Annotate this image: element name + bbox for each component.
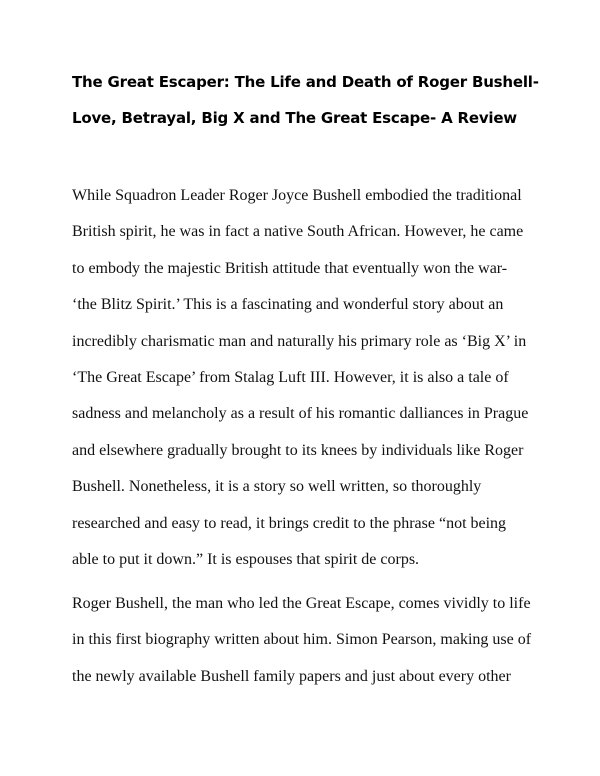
document-title: The Great Escaper: The Life and Death of Roger Bushell- Love, Betrayal, Big X and The Great Escape- A Review [72,73,539,127]
body-paragraph-1: While Squadron Leader Roger Joyce Bushell embodied the traditional British spirit, he was in fact a native South African. However, he came to embody the majestic British attitude that eventually won the war- ‘the Blitz Spirit.’ This is a fascinating and wonderful story about an incredibly charismatic man and naturally his primary role as ‘Big X’ in ‘The Great Escape’ from Stalag Luft III. However, it is also a tale of sadness and melancholy as a result of his romantic dalliances in Prague and elsewhere gradually brought to its knees by individuals like Roger Bushell. Nonetheless, it is a story so well written, so thoroughly researched and easy to read, it brings credit to the phrase “not being able to put it down.” It is espouses that spirit de corps. [72,187,529,569]
body-paragraph-2: Roger Bushell, the man who led the Great Escape, comes vividly to life in this first biography written about him. Simon Pearson, making use of the newly available Bushell family papers and just about every other [72,595,532,685]
